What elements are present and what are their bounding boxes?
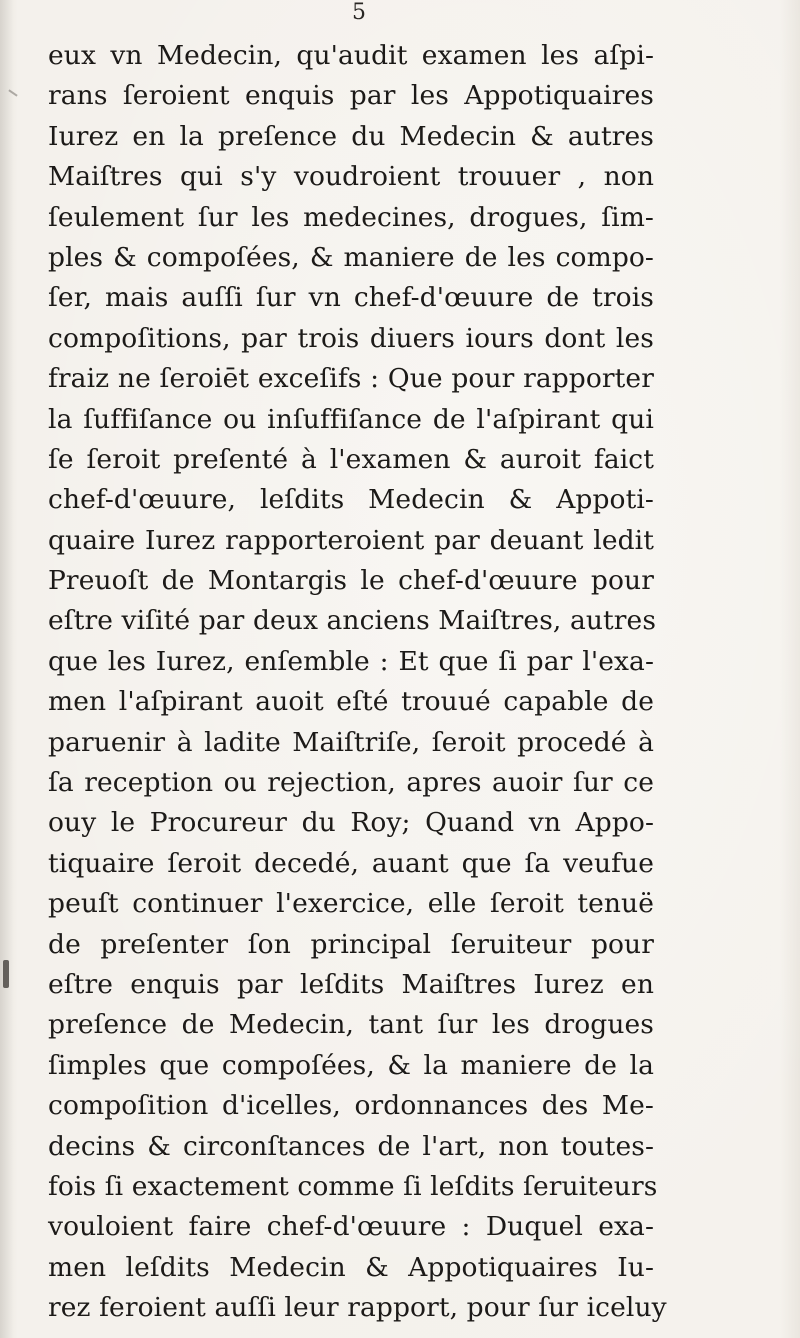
text-line: rez feroient auſſi leur rapport, pour ſur iceluy bbox=[48, 1292, 667, 1324]
text-line: fraiz ne ſeroiēt exceſifs : Que pour rapporter bbox=[48, 363, 654, 395]
text-line: fois ſi exactement comme ſi leſdits ſeruiteurs bbox=[48, 1170, 658, 1202]
text-line: men l'aſpirant auoit eſté trouué capable de bbox=[48, 686, 654, 718]
text-line: ſer, mais auſſi ſur vn chef-d'œuure de trois bbox=[48, 282, 654, 314]
text-line: rans ſeroient enquis par les Appotiquaires bbox=[48, 80, 654, 112]
text-line: eſtre viſité par deux anciens Maiſtres, autres bbox=[48, 605, 657, 637]
body-text bbox=[48, 36, 667, 1329]
text-line: peuſt continuer l'exercice, elle ſeroit tenuë bbox=[48, 888, 654, 920]
page-number: 5 bbox=[352, 0, 366, 25]
text-line: ſimples que compoſées, & la maniere de la bbox=[48, 1049, 654, 1081]
text-line: Iurez en la preſence du Medecin & autres bbox=[48, 120, 654, 152]
text-line: paruenir à ladite Maiſtriſe, ſeroit procedé à bbox=[48, 726, 654, 758]
text-line: Preuoſt de Montargis le chef-d'œuure pour bbox=[48, 565, 654, 597]
text-line: tiquaire ſeroit decedé, auant que ſa veufue bbox=[48, 847, 654, 879]
text-line: preſence de Medecin, tant ſur les drogues bbox=[48, 1009, 654, 1041]
ink-spot bbox=[3, 960, 9, 988]
text-line: decins & circonſtances de l'art, non toutes- bbox=[48, 1130, 654, 1162]
text-line: eſtre enquis par leſdits Maiſtres Iurez en bbox=[48, 968, 654, 1000]
text-line: compoſitions, par trois diuers iours dont les bbox=[48, 322, 654, 354]
text-line: ſa reception ou rejection, apres auoir ſur ce bbox=[48, 767, 654, 799]
text-line: men leſdits Medecin & Appotiquaires Iu- bbox=[48, 1251, 654, 1283]
page-gutter-shadow bbox=[0, 0, 14, 1338]
text-line: ples & compoſées, & maniere de les compo- bbox=[48, 241, 654, 273]
text-line: que les Iurez, enſemble : Et que ſi par l'exa- bbox=[48, 645, 654, 677]
text-line: quaire Iurez rapporteroient par deuant ledit bbox=[48, 524, 654, 556]
text-line: Maiſtres qui s'y voudroient trouuer , non bbox=[48, 161, 654, 193]
text-line: compoſition d'icelles, ordonnances des Me- bbox=[48, 1090, 654, 1122]
text-line: de preſenter ſon principal ſeruiteur pour bbox=[48, 928, 654, 960]
text-line: la ſuffiſance ou inſuffiſance de l'aſpirant qui bbox=[48, 403, 654, 435]
text-line: ouy le Procureur du Roy; Quand vn Appo- bbox=[48, 807, 654, 839]
text-line: vouloient faire chef-d'œuure : Duquel exa- bbox=[48, 1211, 654, 1243]
text-line: ſe ſeroit preſenté à l'examen & auroit faict bbox=[48, 443, 654, 475]
text-line: ſeulement ſur les medecines, drogues, ſim- bbox=[48, 201, 654, 233]
text-line: eux vn Medecin, qu'audit examen les aſpi- bbox=[48, 40, 654, 71]
text-line: chef-d'œuure, leſdits Medecin & Appoti- bbox=[48, 484, 654, 516]
